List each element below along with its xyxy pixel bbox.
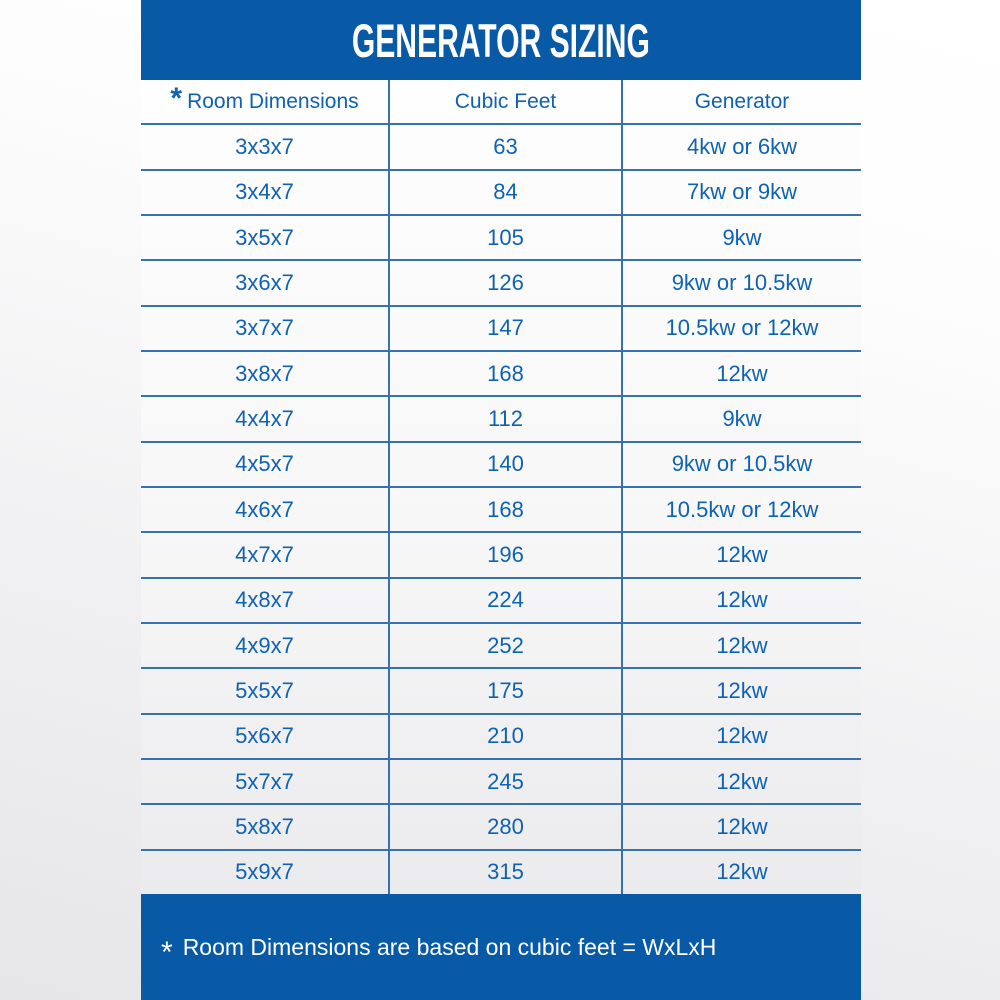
footnote-text: Room Dimensions are based on cubic feet = WxLxH [182,933,717,960]
header-cell-cubic-feet: Cubic Feet [390,80,623,123]
generator-sizing-panel [141,0,861,1000]
footnote-band: * Room Dimensions are based on cubic feet = WxLxH [161,933,717,969]
cell-room-dimensions: 5x6x7 [141,715,390,758]
cell-generator: 9kw [722,224,762,250]
header-cell-generator: Generator [694,89,790,113]
table-row [141,579,861,624]
table-row [141,851,861,894]
cell-generator: 4kw or 6kw [686,133,798,159]
cell-generator: 12kw [716,587,768,613]
table-row [141,125,861,170]
cell-generator: 9kw or 10.5kw [671,451,813,477]
cell-cubic-feet: 168 [390,488,623,531]
cell-cubic-feet: 245 [390,760,623,803]
cell-room-dimensions: 3x4x7 [141,171,390,214]
table-row [141,397,861,442]
table-row [141,488,861,533]
cell-generator: 10.5kw or 12kw [665,496,819,522]
title-band [141,0,861,80]
header-label-room-dimensions: Room Dimensions [187,89,359,113]
cell-cubic-feet: 175 [390,669,623,712]
cell-room-dimensions: 5x8x7 [141,805,390,848]
cell-room-dimensions: 3x6x7 [141,261,390,304]
cell-cubic-feet: 140 [390,443,623,486]
cell-room-dimensions: 4x6x7 [141,488,390,531]
cell-room-dimensions: 5x5x7 [141,669,390,712]
page-title: GENERATOR SIZING [351,13,651,67]
cell-cubic-feet: 105 [390,216,623,259]
table-row [141,216,861,261]
cell-cubic-feet: 252 [390,624,623,667]
cell-generator: 12kw [716,859,768,885]
table-row [141,171,861,216]
cell-cubic-feet: 84 [390,171,623,214]
cell-generator: 7kw or 9kw [686,179,798,205]
cell-room-dimensions: 3x7x7 [141,307,390,350]
cell-generator: 9kw [722,405,762,431]
cell-room-dimensions: 4x7x7 [141,533,390,576]
cell-generator: 12kw [716,632,768,658]
cell-generator: 12kw [716,813,768,839]
cell-room-dimensions: 3x5x7 [141,216,390,259]
cell-cubic-feet: 112 [390,397,623,440]
header-cell-room-dimensions: * Room Dimensions [141,80,390,123]
table-row [141,669,861,714]
cell-cubic-feet: 126 [390,261,623,304]
table-row [141,715,861,760]
cell-cubic-feet: 147 [390,307,623,350]
table-row [141,261,861,306]
table-row [141,352,861,397]
cell-room-dimensions: 4x8x7 [141,579,390,622]
cell-room-dimensions: 5x9x7 [141,851,390,894]
table-row [141,805,861,850]
cell-generator: 12kw [716,723,768,749]
cell-generator: 12kw [716,360,768,386]
cell-cubic-feet: 196 [390,533,623,576]
table-row [141,307,861,352]
cell-cubic-feet: 315 [390,851,623,894]
table-header-row [141,80,861,125]
cell-cubic-feet: 210 [390,715,623,758]
cell-room-dimensions: 3x8x7 [141,352,390,395]
table-row [141,760,861,805]
cell-generator: 12kw [716,541,768,567]
cell-generator: 9kw or 10.5kw [671,269,813,295]
cell-cubic-feet: 168 [390,352,623,395]
cell-room-dimensions: 4x4x7 [141,397,390,440]
table-row [141,443,861,488]
table-row [141,533,861,578]
sizing-table [141,80,861,894]
cell-generator: 10.5kw or 12kw [665,315,819,341]
cell-generator: 12kw [716,768,768,794]
cell-cubic-feet: 224 [390,579,623,622]
cell-generator: 12kw [716,677,768,703]
cell-room-dimensions: 4x9x7 [141,624,390,667]
cell-cubic-feet: 280 [390,805,623,848]
table-row [141,624,861,669]
cell-room-dimensions: 4x5x7 [141,443,390,486]
cell-room-dimensions: 5x7x7 [141,760,390,803]
cell-cubic-feet: 63 [390,125,623,168]
cell-room-dimensions: 3x3x7 [141,125,390,168]
